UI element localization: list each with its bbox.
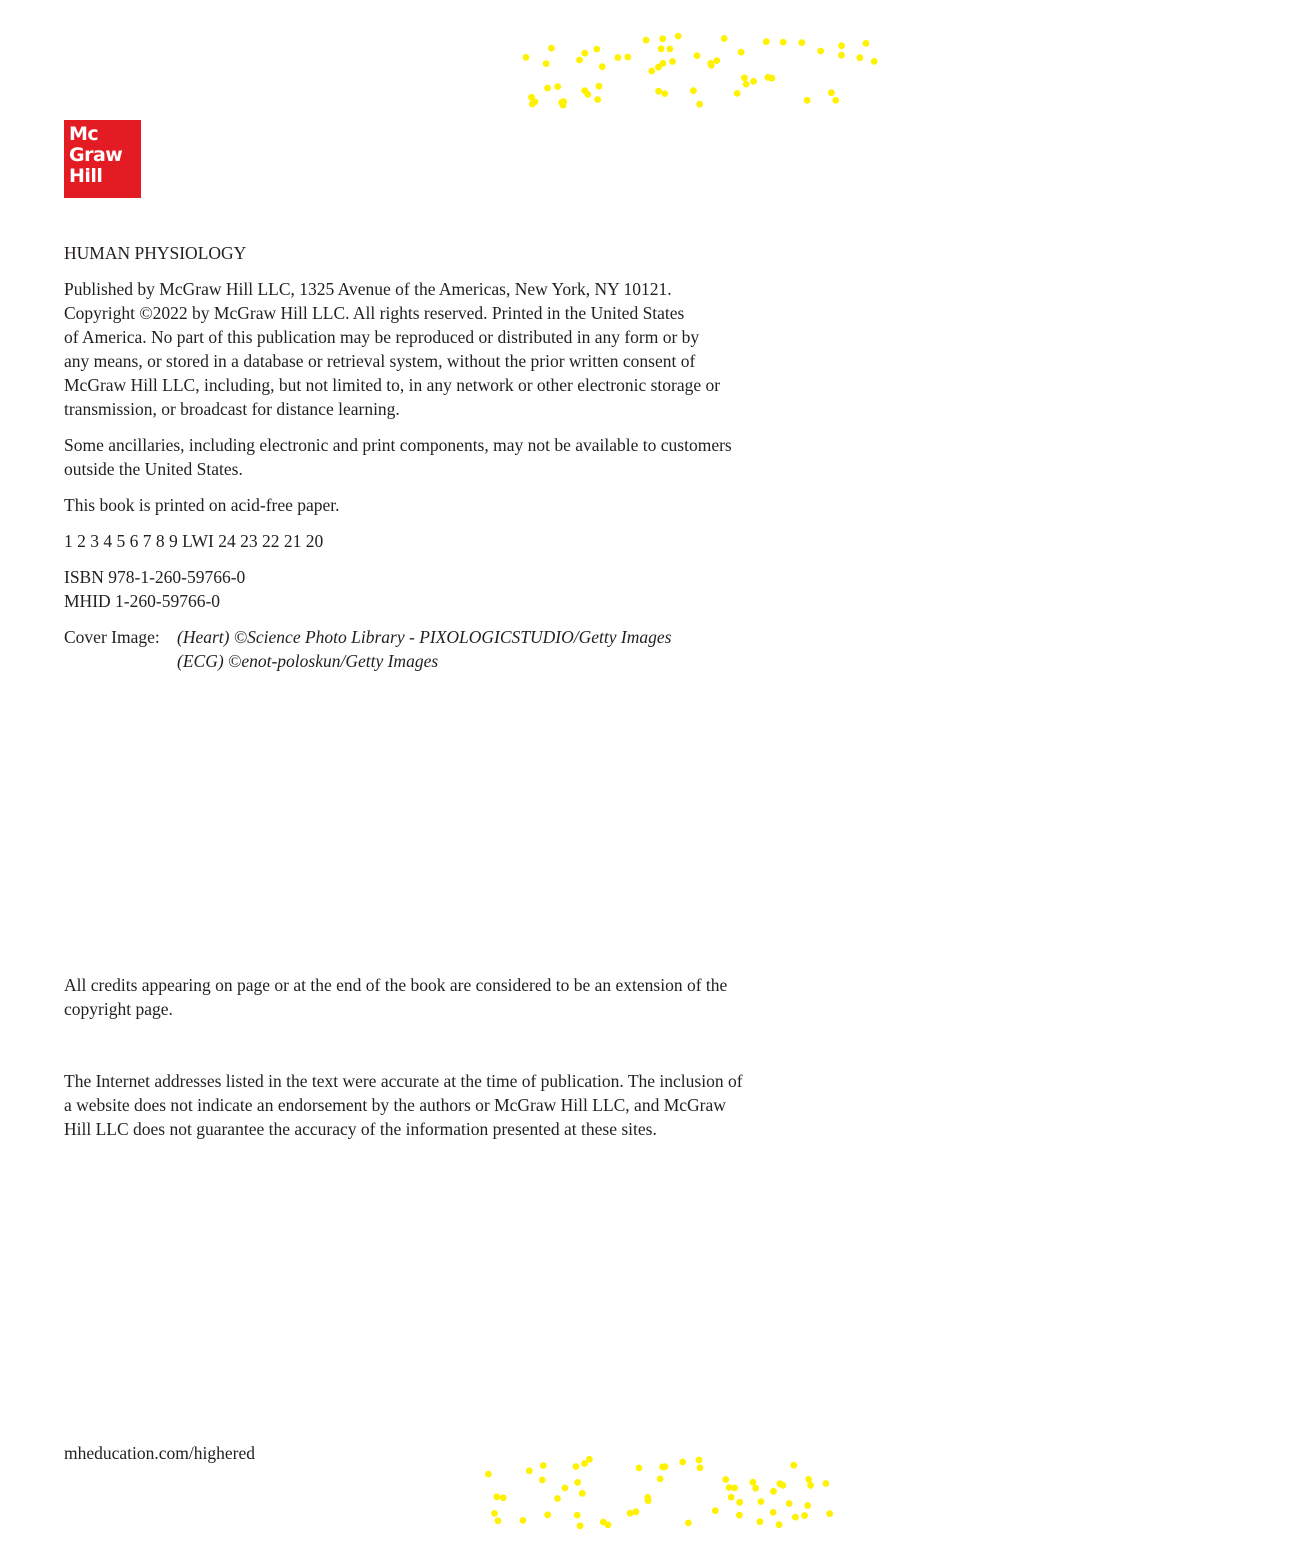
copyright-line: of America. No part of this publication may be reproduced or distributed in any form or by — [64, 327, 700, 347]
decorative-dot — [627, 1510, 634, 1517]
decorative-dot — [581, 50, 588, 57]
decorative-dot — [660, 60, 667, 67]
copyright-line: Published by McGraw Hill LLC, 1325 Avenue of the Americas, New York, NY 10121. — [64, 279, 672, 299]
decorative-dot — [520, 1517, 527, 1524]
decorative-dot — [817, 48, 824, 55]
decorative-dot — [750, 78, 757, 85]
decorative-dot — [805, 1476, 812, 1483]
decorative-dot — [485, 1471, 492, 1478]
logo-line: Graw — [69, 144, 123, 166]
decorative-dot — [823, 1480, 830, 1487]
decorative-dots-bottom — [470, 1452, 840, 1534]
identifiers — [64, 565, 245, 613]
decorative-dot — [694, 52, 701, 59]
book-title: HUMAN PHYSIOLOGY — [64, 243, 247, 263]
decorative-dot — [558, 99, 565, 106]
decorative-dot — [757, 1518, 764, 1525]
copyright-line: transmission, or broadcast for distance learning. — [64, 399, 400, 419]
decorative-dot — [543, 60, 550, 67]
ancillaries-paragraph — [64, 433, 732, 481]
decorative-dot — [838, 52, 845, 59]
decorative-dot — [573, 1463, 580, 1470]
decorative-dot — [780, 39, 787, 46]
mcgraw-hill-logo — [64, 120, 141, 198]
website-url: mheducation.com/highered — [64, 1443, 255, 1463]
decorative-dot — [562, 1485, 569, 1492]
decorative-dot — [763, 38, 770, 45]
ancillaries-line: Some ancillaries, including electronic and print components, may not be available to customers — [64, 435, 732, 455]
copyright-paragraph — [64, 277, 720, 421]
decorative-dot — [581, 87, 588, 94]
decorative-dot — [798, 39, 805, 46]
decorative-dot — [554, 83, 561, 90]
decorative-dot — [554, 1495, 561, 1502]
decorative-dot — [871, 58, 878, 65]
decorative-dot — [593, 46, 600, 53]
decorative-dot — [765, 74, 772, 81]
decorative-dot — [696, 101, 703, 108]
decorative-dot — [667, 46, 674, 53]
decorative-dot — [792, 1514, 799, 1521]
decorative-dot — [734, 90, 741, 97]
decorative-dots-top — [515, 30, 885, 112]
decorative-dot — [636, 1465, 643, 1472]
decorative-dot — [655, 88, 662, 95]
decorative-dot — [648, 68, 655, 75]
decorative-dot — [600, 1519, 607, 1526]
cover-image-credits — [64, 625, 671, 673]
copyright-line: McGraw Hill LLC, including, but not limited to, in any network or other electronic storage or — [64, 375, 721, 395]
decorative-dot — [495, 1518, 502, 1525]
decorative-dot — [526, 1467, 533, 1474]
decorative-dot — [804, 97, 811, 104]
cover-credit-heart: (Heart) ©Science Photo Library - PIXOLOGICSTUDIO/Getty Images — [177, 627, 672, 647]
decorative-dot — [574, 1512, 581, 1519]
decorative-dot — [708, 62, 715, 69]
decorative-dot — [728, 1494, 735, 1501]
decorative-dot — [696, 1457, 703, 1464]
internet-line: a website does not indicate an endorsement by the authors or McGraw Hill LLC, and McGraw — [64, 1095, 726, 1115]
credits-line: copyright page. — [64, 999, 173, 1019]
decorative-dot — [786, 1500, 793, 1507]
decorative-dot — [544, 85, 551, 92]
decorative-dot — [828, 89, 835, 96]
decorative-dot — [645, 1497, 652, 1504]
internet-line: Hill LLC does not guarantee the accuracy of the information presented at these sites. — [64, 1119, 657, 1139]
decorative-dot — [750, 1479, 757, 1486]
internet-line: The Internet addresses listed in the text were accurate at the time of publication. The inclusion of — [64, 1071, 743, 1091]
decorative-dot — [599, 63, 606, 70]
decorative-dot — [633, 1508, 640, 1515]
decorative-dot — [624, 54, 631, 61]
decorative-dot — [731, 1485, 738, 1492]
decorative-dot — [540, 1462, 547, 1469]
paper-note: This book is printed on acid-free paper. — [64, 495, 340, 515]
decorative-dot — [596, 83, 603, 90]
decorative-dot — [586, 1456, 593, 1463]
decorative-dot — [722, 1476, 729, 1483]
decorative-dot — [832, 97, 839, 104]
logo-line: Hill — [69, 165, 103, 187]
decorative-dot — [738, 49, 745, 56]
decorative-dot — [659, 35, 666, 42]
copyright-line: any means, or stored in a database or retrieval system, without the prior written consent of — [64, 351, 696, 371]
decorative-dot — [736, 1499, 743, 1506]
credits-line: All credits appearing on page or at the end of the book are considered to be an extension of the — [64, 975, 728, 995]
decorative-dot — [826, 1510, 833, 1517]
decorative-dot — [690, 87, 697, 94]
decorative-dot — [856, 54, 863, 61]
decorative-dot — [675, 33, 682, 40]
decorative-dot — [721, 35, 728, 42]
decorative-dot — [576, 57, 583, 64]
decorative-dot — [643, 37, 650, 44]
copyright-line: Copyright ©2022 by McGraw Hill LLC. All rights reserved. Printed in the United States — [64, 303, 685, 323]
decorative-dot — [685, 1520, 692, 1527]
decorative-dot — [529, 101, 536, 108]
decorative-dot — [657, 1476, 664, 1483]
decorative-dot — [523, 54, 530, 61]
credits-paragraph — [64, 973, 727, 1021]
decorative-dot — [539, 1477, 546, 1484]
printing-line: 1 2 3 4 5 6 7 8 9 LWI 24 23 22 21 20 — [64, 531, 324, 551]
decorative-dot — [770, 1509, 777, 1516]
decorative-dot — [658, 45, 665, 52]
internet-disclaimer — [64, 1069, 743, 1141]
logo-line: Mc — [69, 123, 99, 145]
decorative-dot — [574, 1479, 581, 1486]
decorative-dot — [776, 1521, 783, 1528]
decorative-dot — [594, 96, 601, 103]
decorative-dot — [770, 1488, 777, 1495]
decorative-dot — [736, 1512, 743, 1519]
decorative-dot — [577, 1522, 584, 1529]
decorative-dot — [579, 1490, 586, 1497]
decorative-dot — [544, 1511, 551, 1518]
decorative-dot — [807, 1482, 814, 1489]
decorative-dot — [662, 1463, 669, 1470]
decorative-dot — [548, 45, 555, 52]
decorative-dot — [743, 81, 750, 88]
decorative-dot — [661, 90, 668, 97]
decorative-dot — [758, 1498, 765, 1505]
isbn: ISBN 978-1-260-59766-0 — [64, 567, 246, 587]
decorative-dot — [713, 57, 720, 64]
decorative-dot — [500, 1494, 507, 1501]
decorative-dot — [615, 54, 622, 61]
ancillaries-line: outside the United States. — [64, 459, 243, 479]
cover-credit-ecg: (ECG) ©enot-poloskun/Getty Images — [177, 651, 439, 671]
decorative-dot — [712, 1507, 719, 1514]
cover-image-label: Cover Image: — [64, 627, 160, 647]
decorative-dot — [679, 1459, 686, 1466]
decorative-dot — [697, 1464, 704, 1471]
mhid: MHID 1-260-59766-0 — [64, 591, 221, 611]
decorative-dot — [491, 1510, 498, 1517]
decorative-dot — [804, 1502, 811, 1509]
decorative-dot — [493, 1493, 500, 1500]
decorative-dot — [741, 74, 748, 81]
decorative-dot — [801, 1512, 808, 1519]
decorative-dot — [863, 40, 870, 47]
decorative-dot — [838, 42, 845, 49]
decorative-dot — [780, 1482, 787, 1489]
decorative-dot — [790, 1462, 797, 1469]
decorative-dot — [669, 58, 676, 65]
decorative-dot — [752, 1485, 759, 1492]
